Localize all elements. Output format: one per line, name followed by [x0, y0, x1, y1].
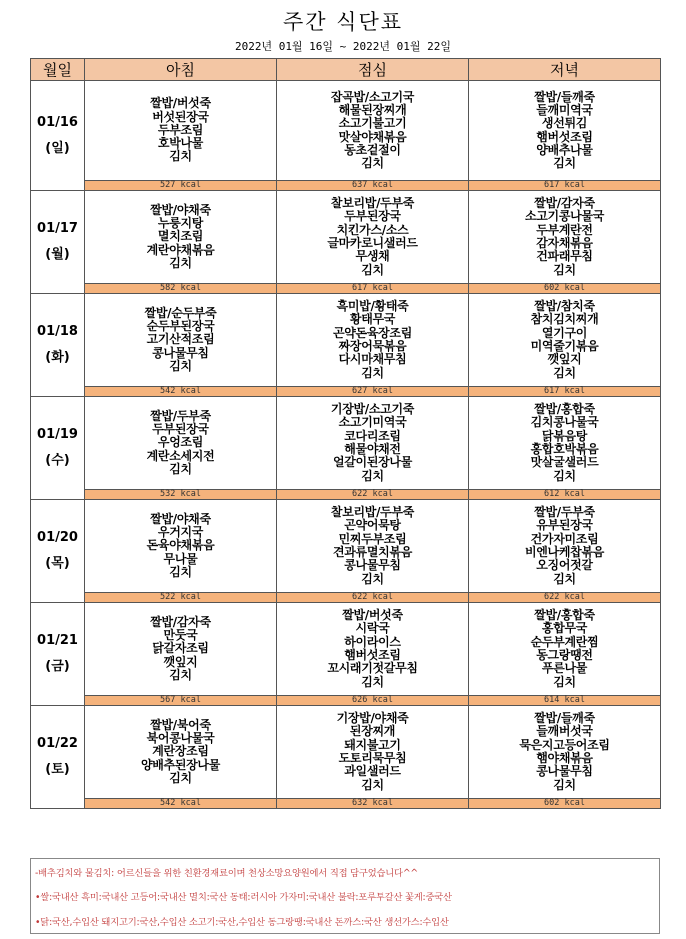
- lunch-kcal: 627 kcal: [277, 387, 469, 397]
- day-row: [31, 500, 661, 593]
- day-date: 01/18: [37, 324, 78, 339]
- menu-table: [30, 58, 661, 809]
- note-line: •닭:국산,수입산 돼지고기:국산,수입산 소고기:국산,수입산 동그랑땡:국내산 돈까스:국산 생선가스:수입산: [35, 917, 449, 928]
- note-line: -배추김치와 물김치: 어르신들을 위한 친환경재료이며 천상소망요양원에서 직접 담구었습니다^^: [35, 868, 419, 879]
- kcal-row: [31, 799, 661, 809]
- lunch-menu: 기장밥/야채죽 된장찌개 돼지불고기 도토리묵무침 과일샐러드 김치: [277, 706, 469, 799]
- lunch-menu: 흑미밥/황태죽 황태무국 곤약돈육장조림 짜장어묵볶음 다시마채무침 김치: [277, 294, 469, 387]
- dinner-kcal: 614 kcal: [469, 696, 661, 706]
- breakfast-kcal: 542 kcal: [85, 387, 277, 397]
- lunch-menu: 짤밥/버섯죽 시락국 하이라이스 햄버섯조림 꼬시래기젓갈무침 김치: [277, 603, 469, 696]
- breakfast-menu: 짤밥/두부죽 두부된장국 우엉조림 계란소세지전 김치: [85, 397, 277, 490]
- day-date: 01/19: [37, 427, 78, 442]
- header-breakfast: 아침: [85, 59, 277, 81]
- breakfast-menu: 짤밥/순두부죽 순두부된장국 고기산적조림 콩나물무침 김치: [85, 294, 277, 387]
- lunch-kcal: 626 kcal: [277, 696, 469, 706]
- dinner-menu: 짤밥/감자죽 소고기콩나물국 두부계란전 감자채볶음 건파래무침 김치: [469, 191, 661, 284]
- lunch-kcal: 637 kcal: [277, 181, 469, 191]
- lunch-menu: 찰보리밥/두부죽 곤약어묵탕 민찌두부조림 견과류멸치볶음 콩나물무침 김치: [277, 500, 469, 593]
- header-dinner: 저녁: [469, 59, 661, 81]
- kcal-row: [31, 593, 661, 603]
- breakfast-kcal: 567 kcal: [85, 696, 277, 706]
- note-line: •쌀:국내산 흑미:국내산 고등어:국내산 멸치:국산 동태:러시아 가자미:국내산 불락:포루투갈산 꽃게:중국산: [35, 892, 452, 903]
- day-cell: [31, 500, 85, 603]
- lunch-kcal: 622 kcal: [277, 593, 469, 603]
- notes-box: [30, 858, 660, 934]
- day-cell: [31, 294, 85, 397]
- day-weekday: (월): [45, 247, 70, 262]
- dinner-kcal: 617 kcal: [469, 181, 661, 191]
- breakfast-kcal: 582 kcal: [85, 284, 277, 294]
- day-date: 01/21: [37, 633, 78, 648]
- day-row: [31, 294, 661, 387]
- day-cell: [31, 191, 85, 294]
- breakfast-menu: 짤밥/북어죽 북어콩나물국 계란장조림 양배추된장나물 김치: [85, 706, 277, 799]
- day-weekday: (일): [45, 140, 70, 156]
- day-weekday: (화): [45, 350, 70, 365]
- lunch-menu: 기장밥/소고기죽 소고기미역국 코다리조림 해물야채전 얼갈이된장나물 김치: [277, 397, 469, 490]
- day-weekday: (토): [45, 762, 70, 777]
- breakfast-menu: 짤밥/버섯죽 버섯된장국 두부조림 호박나물 김치: [85, 81, 277, 181]
- lunch-menu: 잡곡밥/소고기국 해물된장찌개 소고기불고기 맛살야채볶음 동초겉절이 김치: [277, 81, 469, 181]
- breakfast-menu: 짤밥/야채죽 우거지국 돈육야채볶음 무나물 김치: [85, 500, 277, 593]
- day-weekday: (목): [45, 556, 70, 571]
- breakfast-kcal: 542 kcal: [85, 799, 277, 809]
- breakfast-kcal: 527 kcal: [85, 181, 277, 191]
- dinner-kcal: 617 kcal: [469, 387, 661, 397]
- date-range: 2022년 01월 16일 ~ 2022년 01월 22일: [234, 40, 452, 53]
- day-cell: [31, 706, 85, 809]
- lunch-kcal: 622 kcal: [277, 490, 469, 500]
- day-cell: [31, 603, 85, 706]
- day-row: [31, 706, 661, 799]
- kcal-row: [31, 387, 661, 397]
- dinner-kcal: 602 kcal: [469, 799, 661, 809]
- day-date: 01/17: [37, 221, 78, 236]
- lunch-kcal: 632 kcal: [277, 799, 469, 809]
- kcal-row: [31, 490, 661, 500]
- day-weekday: (수): [45, 453, 70, 468]
- lunch-kcal: 617 kcal: [277, 284, 469, 294]
- dinner-menu: 짤밥/들깨죽 들깨미역국 생선튀김 햄버섯조림 양배추나물 김치: [469, 81, 661, 181]
- dinner-menu: 짤밥/들깨죽 들깨버섯국 묵은지고등어조림 햄야채볶음 콩나물무침 김치: [469, 706, 661, 799]
- dinner-menu: 짤밥/두부죽 유부된장국 건가자미조림 비엔나케찹볶음 오징어젓갈 김치: [469, 500, 661, 593]
- header-row: [31, 59, 661, 81]
- day-date: 01/16: [37, 114, 78, 130]
- breakfast-kcal: 522 kcal: [85, 593, 277, 603]
- day-weekday: (금): [45, 659, 70, 674]
- day-date: 01/22: [37, 736, 78, 751]
- lunch-menu: 찰보리밥/두부죽 두부된장국 치킨가스/소스 글마카로니샐러드 무생채 김치: [277, 191, 469, 284]
- dinner-menu: 짤밥/참치죽 참치김치찌개 열기구이 미역줄기볶음 깻잎지 김치: [469, 294, 661, 387]
- dinner-kcal: 622 kcal: [469, 593, 661, 603]
- breakfast-kcal: 532 kcal: [85, 490, 277, 500]
- header-lunch: 점심: [277, 59, 469, 81]
- kcal-row: [31, 284, 661, 294]
- menu-body: [31, 81, 661, 809]
- breakfast-menu: 짤밥/야채죽 누룽지탕 멸치조림 계란야채볶음 김치: [85, 191, 277, 284]
- day-date: 01/20: [37, 530, 78, 545]
- kcal-row: [31, 181, 661, 191]
- day-row: [31, 603, 661, 696]
- dinner-menu: 짤밥/홍합죽 홍합무국 순두부계란찜 동그랑땡전 푸른나물 김치: [469, 603, 661, 696]
- dinner-menu: 짤밥/홍합죽 김치콩나물국 닭볶음탕 홍합호박볶음 맛살굴샐러드 김치: [469, 397, 661, 490]
- breakfast-menu: 짤밥/감자죽 만둣국 닭갈자조림 깻잎지 김치: [85, 603, 277, 696]
- header-day: 월일: [31, 59, 85, 81]
- day-row: [31, 191, 661, 284]
- day-row: [31, 81, 661, 181]
- dinner-kcal: 602 kcal: [469, 284, 661, 294]
- page-title: 주간 식단표: [282, 10, 404, 34]
- day-cell: [31, 397, 85, 500]
- kcal-row: [31, 696, 661, 706]
- day-cell: [31, 81, 85, 191]
- day-row: [31, 397, 661, 490]
- dinner-kcal: 612 kcal: [469, 490, 661, 500]
